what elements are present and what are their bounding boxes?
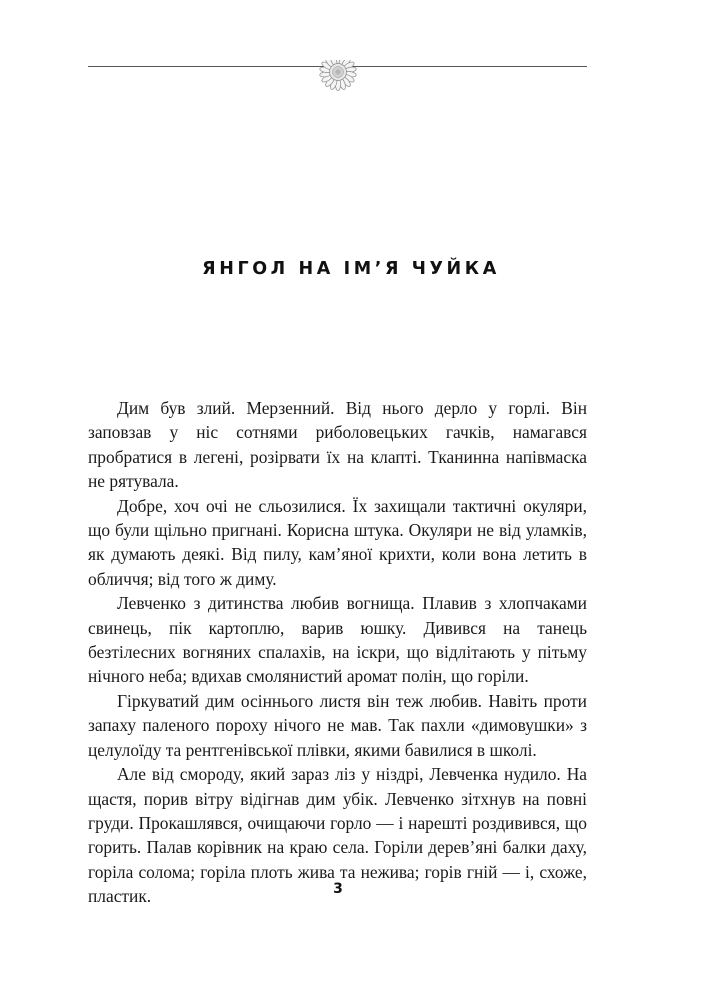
paragraph: Але від смороду, який зараз ліз у ніздрі, Левченка нудило. На щастя, порив вітру відігнав дим убік. Левченко зітхнув на повні груди. Прокашлявся, очищаючи горло — і нарешті роздивився, що горить. Палав корівник на краю села. Горіли дерев’яні балки даху, горіла солома; горіла плоть жива та нежива; горів гній — і, схоже, пластик. <box>88 764 587 907</box>
page-number: 3 <box>333 881 343 897</box>
paragraph: Гіркуватий дим осіннього листя він теж любив. Навіть проти запаху паленого пороху нічого не мав. Так пахли «димовушки» з целулоїду та рентгенівської плівки, якими бавилися в школі. <box>88 690 587 760</box>
paragraph: Добре, хоч очі не сльозилися. Їх захищали тактичні окуляри, що були щільно пригнані. Корисна штука. Окуляри не від уламків, як думають деякі. Від пилу, кам’яної крихти, коли вона летить в обличчя; від того ж диму. <box>88 495 587 589</box>
body-text <box>88 396 587 909</box>
paragraph: Левченко з дитинства любив вогнища. Плавив з хлопчаками свинець, пік картоплю, варив юшку. Дивився на танець безтілесних вогняних спалахів, на іскри, що відлітають у пітьму нічного неба; вдихав смолянистий аромат полін, що горіли. <box>88 593 587 687</box>
paragraph: Дим був злий. Мерзенний. Від нього дерло у горлі. Він заповзав у ніс сотнями риболовецьких гачків, намагався пробратися в легені, розірвати їх на клапті. Тканинна напівмаска не рятувала. <box>88 398 587 492</box>
sunflower-ornament-icon <box>310 60 366 100</box>
chapter-title: ЯНГОЛ НА ІМ’Я ЧУЙКА <box>202 259 500 279</box>
